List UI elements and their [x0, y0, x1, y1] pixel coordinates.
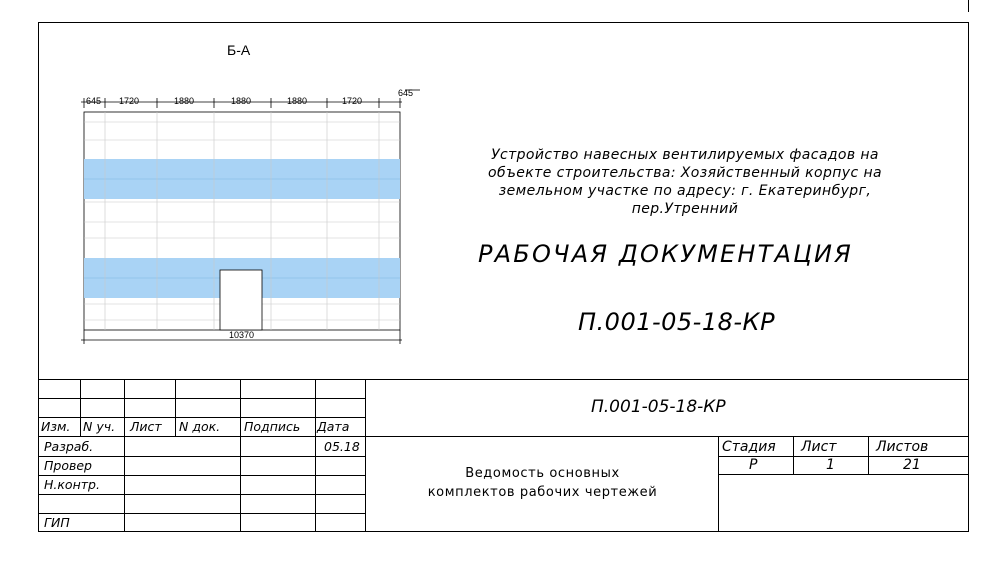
sheet-value: 1 [826, 457, 835, 473]
date-razrab: 05.18 [324, 439, 360, 454]
title-block-code: П.001-05-18-КР [591, 397, 726, 417]
header-data: Дата [317, 419, 350, 434]
header-n-uch: N уч. [83, 419, 116, 434]
dimension-label: 1720 [119, 96, 140, 106]
header-list: Лист [130, 419, 162, 434]
role-razrab: Разраб. [44, 439, 94, 454]
project-description: Устройство навесных вентилируемых фасадов на объекте строительства: Хозяйственный корпус на земельном участке по адресу: г. Екатеринбург, пер.Утренний [488, 147, 882, 217]
header-podpis: Подпись [244, 419, 301, 434]
section-label: Б-А [227, 42, 251, 58]
dimension-label: 1720 [342, 96, 363, 106]
facade-elevation [75, 84, 425, 346]
role-n-kontr: Н.контр. [44, 477, 100, 492]
dimension-label: 645 [86, 96, 102, 106]
stage-value: Р [749, 457, 758, 473]
title-block-top [38, 379, 969, 380]
door-opening [220, 270, 262, 330]
total-dimension-label: 10370 [229, 330, 255, 340]
header-n-dok: N док. [179, 419, 221, 434]
role-gip: ГИП [44, 515, 70, 530]
dimension-label: 1880 [174, 96, 195, 106]
role-prover: Провер [44, 458, 92, 473]
project-code: П.001-05-18-КР [578, 308, 776, 336]
dimension-label: 645 [398, 88, 414, 98]
dimension-label: 1880 [231, 96, 252, 106]
sheets-value: 21 [903, 457, 921, 473]
header-izm: Изм. [41, 419, 71, 434]
dimension-label: 1880 [287, 96, 308, 106]
sheets-label: Листов [876, 439, 929, 455]
corner-mark [968, 0, 969, 12]
sheet-label: Лист [801, 439, 837, 455]
document-type: РАБОЧАЯ ДОКУМЕНТАЦИЯ [478, 240, 853, 268]
sheet-title: Ведомость основных комплектов рабочих чертежей [427, 466, 658, 500]
stage-label: Стадия [722, 439, 776, 455]
